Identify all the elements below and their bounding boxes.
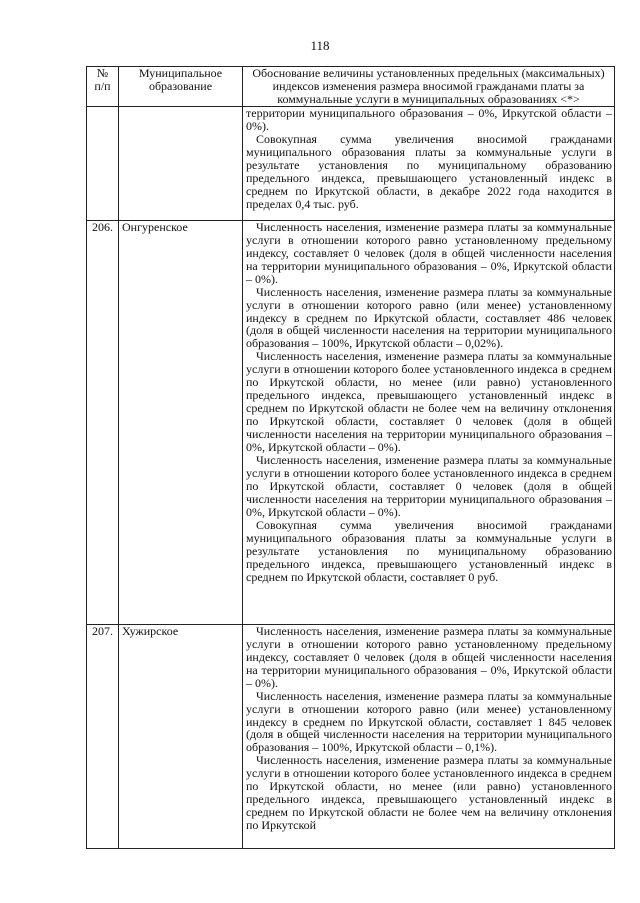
paragraph: Численность населения, изменение размера платы за коммунальные услуги в отношении которого равно (или менее) установленному индексу в среднем по Иркутской области, составляет 1 845 человек (доля в общей численности населения на территории муниципального образования – 100%, Иркутской области – 0,1%). — [246, 688, 612, 755]
header-justification: Обоснование величины установленных предельных (максимальных) индексов изменения размера вносимой гражданами платы за коммунальные услуги в муниципальных образованиях <*> — [243, 67, 615, 107]
row-justification — [243, 220, 615, 624]
indices-table — [86, 66, 615, 849]
header-municipality: Муниципальное образование — [119, 67, 243, 107]
paragraph: территории муниципального образования – 0%, Иркутской области – 0%). — [246, 105, 612, 133]
paragraph: Численность населения, изменение размера платы за коммунальные услуги в отношении которого более установленного индекса в среднем по Иркутской области, но менее (или равно) установленного предельного индекса, превышающего установленный индекс в среднем по Иркутской области не более чем на величину отклонения по Иркутской — [246, 753, 612, 833]
paragraph: Численность населения, изменение размера платы за коммунальные услуги в отношении которого равно установленному предельному индексу, составляет 0 человек (доля в общей численности населения на территории муниципального образования – 0%, Иркутской области – 0%). — [246, 219, 612, 286]
page-number: 118 — [310, 38, 330, 53]
table-row — [87, 220, 615, 624]
row-municipality: Хужирское — [119, 624, 243, 848]
row-number — [87, 106, 119, 220]
row-justification — [243, 624, 615, 848]
paragraph: Численность населения, изменение размера платы за коммунальные услуги в отношении которого более установленного индекса в среднем по Иркутской области, составляет 0 человек (доля в общей численности населения на территории муниципального образования – 0%, Иркутской области – 0%). — [246, 453, 612, 519]
row-justification — [243, 106, 615, 220]
paragraph: Численность населения, изменение размера платы за коммунальные услуги в отношении которого равно установленному предельному индексу, составляет 0 человек (доля в общей численности населения на территории муниципального образования – 0%, Иркутской области – 0%). — [246, 623, 612, 690]
table-row — [87, 106, 615, 220]
paragraph: Численность населения, изменение размера платы за коммунальные услуги в отношении которого более установленного индекса в среднем по Иркутской области, но менее (или равно) установленного предельного индекса, превышающего установленный индекс в среднем по Иркутской области не более чем на величину отклонения по Иркутской области, составляет 0 человек (доля в общей численности населения на территории муниципального образования – 0%, Иркутской области – 0%). — [246, 349, 612, 455]
paragraph: Совокупная сумма увеличения вносимой гражданами муниципального образования платы за коммунальные услуги в результате установления по муниципальному образованию предельного индекса, превышающего установленный индекс в среднем по Иркутской области, составляет 0 руб. — [246, 517, 612, 584]
row-number: 207. — [87, 624, 119, 848]
row-municipality: Онгуренское — [119, 220, 243, 624]
row-number: 206. — [87, 220, 119, 624]
table-row — [87, 624, 615, 848]
table-header-row — [87, 67, 615, 107]
paragraph: Численность населения, изменение размера платы за коммунальные услуги в отношении которого равно (или менее) установленному индексу в среднем по Иркутской области, составляет 486 человек (доля в общей численности населения на территории муниципального образования – 100%, Иркутской области – 0,02%). — [246, 284, 612, 351]
header-number: № п/п — [87, 67, 119, 107]
paragraph: Совокупная сумма увеличения вносимой гражданами муниципального образования платы за коммунальные услуги в результате установления по муниципальному образованию предельного индекса, превышающего установленный индекс в среднем по Иркутской области, в декабре 2022 года находится в пределах 0,4 тыс. руб. — [246, 131, 612, 211]
row-municipality — [119, 106, 243, 220]
